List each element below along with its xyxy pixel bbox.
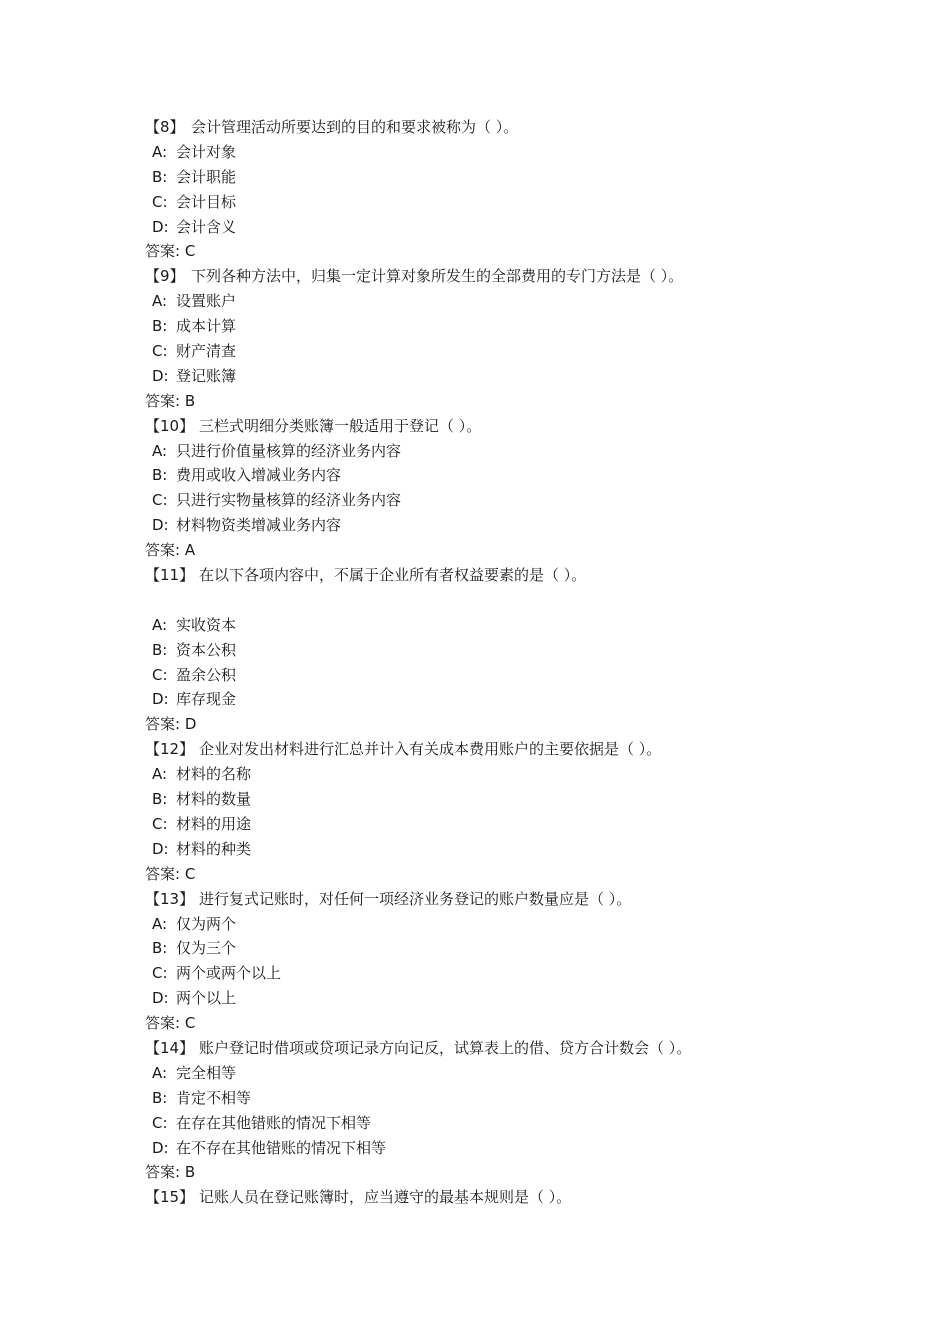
document-page xyxy=(145,115,845,1210)
option-letter: B: xyxy=(152,317,168,336)
question-11-stem xyxy=(145,563,845,588)
option-text: 在不存在其他错账的情况下相等 xyxy=(176,1138,387,1157)
option-a xyxy=(145,1061,845,1086)
question-number: 【8】 xyxy=(145,118,185,136)
question-15-stem xyxy=(145,1185,845,1210)
option-b xyxy=(145,314,845,339)
question-text: 三栏式明细分类账簿一般适用于登记（ ）。 xyxy=(199,416,482,435)
option-d xyxy=(145,837,845,862)
option-text: 会计对象 xyxy=(176,142,237,161)
option-d xyxy=(145,513,845,538)
option-b xyxy=(145,165,845,190)
question-text: 账户登记时借项或贷项记录方向记反，试算表上的借、贷方合计数会（ ）。 xyxy=(199,1038,692,1057)
question-text: 进行复式记账时，对任何一项经济业务登记的账户数量应是（ ）。 xyxy=(199,889,632,908)
option-a xyxy=(145,912,845,937)
option-letter: A: xyxy=(152,1063,168,1082)
answer-line: 答案: C xyxy=(145,242,196,261)
option-letter: D: xyxy=(152,516,169,535)
option-text: 只进行实物量核算的经济业务内容 xyxy=(176,491,402,510)
option-text: 两个或两个以上 xyxy=(176,964,282,983)
option-letter: C: xyxy=(152,342,168,361)
option-text: 仅为两个 xyxy=(176,914,237,933)
option-text: 登记账簿 xyxy=(176,366,237,385)
question-number: 【10】 xyxy=(145,416,195,435)
option-text: 资本公积 xyxy=(176,640,237,659)
question-text: 会计管理活动所要达到的目的和要求被称为（ ）。 xyxy=(191,118,519,136)
question-number: 【15】 xyxy=(145,1188,195,1207)
option-b xyxy=(145,936,845,961)
question-number: 【14】 xyxy=(145,1038,195,1057)
question-10-stem xyxy=(145,414,845,439)
option-b xyxy=(145,1086,845,1111)
option-d xyxy=(145,986,845,1011)
option-text: 会计含义 xyxy=(176,217,237,236)
question-number: 【9】 xyxy=(145,267,185,286)
question-14-stem xyxy=(145,1036,845,1061)
option-letter: A: xyxy=(152,914,168,933)
option-text: 在存在其他错账的情况下相等 xyxy=(176,1113,372,1132)
option-letter: C: xyxy=(152,964,168,983)
option-letter: B: xyxy=(152,1088,168,1107)
option-letter: D: xyxy=(152,839,169,858)
option-letter: D: xyxy=(152,366,169,385)
option-text: 费用或收入增减业务内容 xyxy=(176,466,342,485)
question-text: 企业对发出材料进行汇总并计入有关成本费用账户的主要依据是（ ）。 xyxy=(199,740,662,759)
option-text: 会计职能 xyxy=(176,167,237,186)
option-text: 会计目标 xyxy=(176,192,237,211)
option-text: 设置账户 xyxy=(176,292,237,311)
option-letter: B: xyxy=(152,640,168,659)
option-letter: C: xyxy=(152,814,168,833)
option-letter: A: xyxy=(152,142,168,161)
option-c xyxy=(145,812,845,837)
option-a xyxy=(145,762,845,787)
option-d xyxy=(145,687,845,712)
question-text: 下列各种方法中，归集一定计算对象所发生的全部费用的专门方法是（ ）。 xyxy=(191,267,684,286)
question-number: 【12】 xyxy=(145,740,195,759)
option-letter: C: xyxy=(152,491,168,510)
question-9-stem xyxy=(145,264,845,289)
option-c xyxy=(145,190,845,215)
option-letter: D: xyxy=(152,690,169,709)
option-text: 肯定不相等 xyxy=(176,1088,252,1107)
option-text: 完全相等 xyxy=(176,1063,237,1082)
option-text: 材料的种类 xyxy=(176,839,252,858)
answer-line: 答案: C xyxy=(145,864,196,883)
option-c xyxy=(145,663,845,688)
option-letter: D: xyxy=(152,217,169,236)
option-b xyxy=(145,638,845,663)
option-letter: A: xyxy=(152,615,168,634)
question-8-stem xyxy=(145,115,845,140)
option-letter: C: xyxy=(152,192,168,211)
option-text: 仅为三个 xyxy=(176,939,237,958)
option-c xyxy=(145,339,845,364)
option-text: 成本计算 xyxy=(176,317,237,336)
answer-line: 答案: B xyxy=(145,1163,196,1182)
option-c xyxy=(145,488,845,513)
option-a xyxy=(145,289,845,314)
question-number: 【13】 xyxy=(145,889,195,908)
option-letter: A: xyxy=(152,292,168,311)
question-13-stem xyxy=(145,887,845,912)
option-text: 材料物资类增减业务内容 xyxy=(176,516,342,535)
answer-line: 答案: B xyxy=(145,391,196,410)
question-text: 记账人员在登记账簿时，应当遵守的最基本规则是（ ）。 xyxy=(199,1188,572,1207)
option-text: 只进行价值量核算的经济业务内容 xyxy=(176,441,402,460)
answer-line: 答案: D xyxy=(145,715,197,734)
option-a xyxy=(145,439,845,464)
option-text: 两个以上 xyxy=(176,989,237,1008)
option-text: 材料的数量 xyxy=(176,790,252,809)
option-c xyxy=(145,1111,845,1136)
option-text: 库存现金 xyxy=(176,690,237,709)
option-a xyxy=(145,613,845,638)
option-d xyxy=(145,1136,845,1161)
option-letter: C: xyxy=(152,1113,168,1132)
option-text: 材料的用途 xyxy=(176,814,252,833)
option-letter: C: xyxy=(152,665,168,684)
option-c xyxy=(145,961,845,986)
option-b xyxy=(145,787,845,812)
question-number: 【11】 xyxy=(145,566,195,585)
option-text: 财产清查 xyxy=(176,342,237,361)
option-b xyxy=(145,463,845,488)
option-d xyxy=(145,364,845,389)
option-letter: B: xyxy=(152,939,168,958)
answer-line: 答案: C xyxy=(145,1014,196,1033)
option-letter: A: xyxy=(152,765,168,784)
blank-line xyxy=(145,588,845,613)
option-letter: A: xyxy=(152,441,168,460)
option-d xyxy=(145,215,845,240)
question-12-stem xyxy=(145,737,845,762)
option-text: 盈余公积 xyxy=(176,665,237,684)
question-text: 在以下各项内容中，不属于企业所有者权益要素的是（ ）。 xyxy=(199,566,587,585)
option-letter: D: xyxy=(152,1138,169,1157)
answer-line: 答案: A xyxy=(145,541,196,560)
option-letter: D: xyxy=(152,989,169,1008)
option-letter: B: xyxy=(152,167,168,186)
option-text: 材料的名称 xyxy=(176,765,252,784)
option-a xyxy=(145,140,845,165)
option-letter: B: xyxy=(152,466,168,485)
option-letter: B: xyxy=(152,790,168,809)
option-text: 实收资本 xyxy=(176,615,237,634)
